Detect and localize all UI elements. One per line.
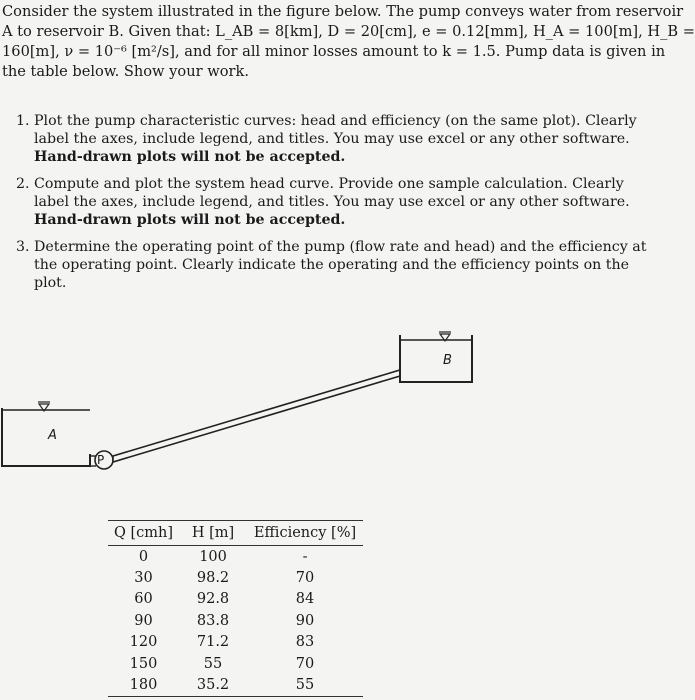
discharge-pipe: [113, 370, 400, 462]
intro-line-1: Consider the system illustrated in the figure below. The pump conveys water from reservoir: [2, 3, 684, 20]
question-text: plot.: [34, 275, 67, 291]
flow-cell: 90: [134, 612, 153, 629]
question-2: [0, 175, 630, 229]
pump-label: P: [97, 453, 105, 467]
efficiency-cell: 84: [295, 591, 315, 608]
flow-cell: 180: [108, 674, 179, 696]
efficiency-cell: 55: [247, 674, 363, 696]
efficiency-cell: 83: [295, 634, 315, 651]
intro-line-4: the table below. Show your work.: [2, 63, 249, 80]
system-figure: [0, 320, 612, 480]
pump-data-table: [108, 520, 363, 697]
flow-cell: 150: [129, 655, 158, 672]
head-cell: 92.8: [196, 591, 230, 608]
table-row: [108, 674, 363, 696]
question-number: 3.: [16, 239, 30, 255]
reservoir-b-tank-body: [400, 335, 472, 382]
table-row: [108, 653, 363, 674]
question-number: 1.: [16, 113, 30, 129]
question-number: 2.: [16, 176, 30, 192]
intro-line-2: A to reservoir B. Given that: L_AB = 8[km], D = 20[cm], e = 0.12[mm], H_A = 100[m], H_B =: [2, 23, 695, 40]
efficiency-cell: -: [302, 548, 308, 565]
system-diagram: [0, 320, 612, 480]
flow-cell: 30: [134, 570, 153, 587]
table-row: [108, 632, 363, 653]
table-row: [108, 589, 363, 610]
head-cell: 35.2: [179, 674, 247, 696]
question-text: label the axes, include legend, and titles. You may use excel or any other software.: [34, 194, 630, 210]
question-text: Plot the pump characteristic curves: head and efficiency (on the same plot). Clearly: [34, 113, 637, 129]
efficiency-cell: 90: [295, 612, 315, 629]
question-note: Hand-drawn plots will not be accepted.: [34, 149, 346, 165]
head-cell: 100: [199, 548, 227, 565]
reservoir-b-label: B: [443, 353, 452, 368]
header-flow: Q [cmh]: [108, 521, 179, 546]
table-row: [108, 546, 363, 568]
efficiency-cell: 70: [295, 655, 315, 672]
head-cell: 83.8: [196, 612, 230, 629]
question-text: the operating point. Clearly indicate the operating and the efficiency points on the: [34, 257, 630, 273]
reservoir-a-label: A: [48, 428, 57, 443]
efficiency-cell: 70: [295, 570, 315, 587]
table-row: [108, 610, 363, 631]
head-cell: 98.2: [196, 570, 230, 587]
question-3: [0, 238, 647, 292]
table-header-row: [108, 521, 363, 546]
reservoir-a-tank: [2, 408, 90, 466]
problem-statement: [2, 2, 695, 82]
table-row: [108, 567, 363, 588]
header-head: H [m]: [179, 521, 247, 546]
question-list: [0, 112, 647, 301]
header-efficiency: Efficiency [%]: [247, 521, 363, 546]
question-1: [0, 112, 637, 166]
intro-line-3: 160[m], ν = 10⁻⁶ [m²/s], and for all minor losses amount to k = 1.5. Pump data is given in: [2, 43, 666, 60]
question-text: label the axes, include legend, and titles. You may use excel or any other software.: [34, 131, 630, 147]
head-cell: 55: [203, 655, 223, 672]
question-text: Compute and plot the system head curve. Provide one sample calculation. Clearly: [34, 176, 624, 192]
question-text: Determine the operating point of the pump (flow rate and head) and the efficiency at: [34, 239, 647, 255]
head-cell: 71.2: [196, 634, 230, 651]
question-note: Hand-drawn plots will not be accepted.: [34, 212, 346, 228]
flow-cell: 60: [134, 591, 153, 608]
flow-cell: 120: [129, 634, 158, 651]
flow-cell: 0: [138, 548, 149, 565]
